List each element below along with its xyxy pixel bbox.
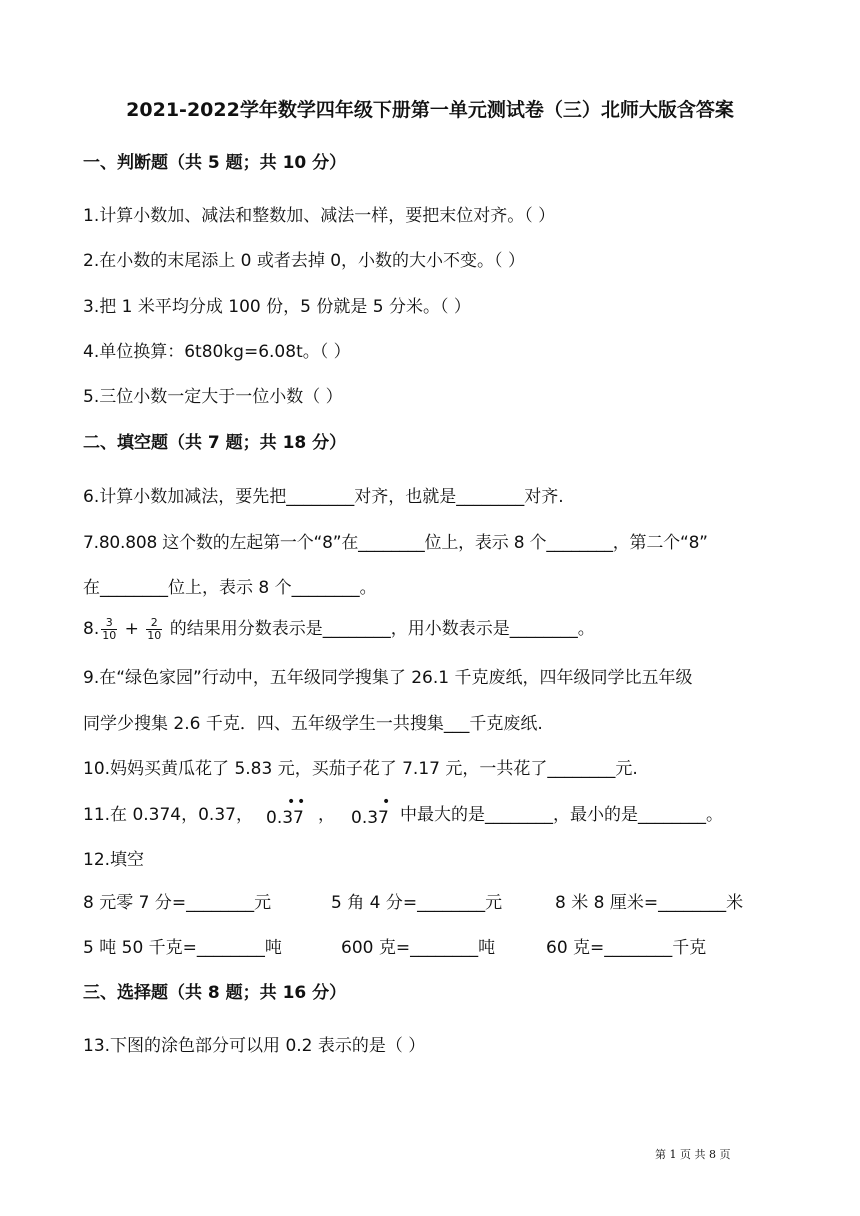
fraction-2-10	[146, 617, 162, 642]
question-12-row-2-item-3: 60 克=________千克	[546, 938, 707, 958]
repeating-decimal-value: 0.37	[266, 808, 304, 828]
fraction-denominator: 10	[147, 628, 162, 642]
question-4: 4.单位换算：6t80kg=6.08t。（ ）	[83, 342, 351, 362]
question-11-comma: ，	[318, 805, 335, 825]
document-title: 2021-2022学年数学四年级下册第一单元测试卷（三）北师大版含答案	[126, 99, 734, 121]
fraction-3-10	[101, 617, 117, 642]
question-12-row-1-item-2: 5 角 4 分=________元	[331, 893, 503, 913]
question-12-row-1-item-1: 8 元零 7 分=________元	[83, 893, 272, 913]
question-11-prefix: 11.在 0.374，0.37，	[83, 805, 253, 825]
question-2: 2.在小数的末尾添上 0 或者去掉 0，小数的大小不变。（ ）	[83, 251, 525, 271]
repeating-decimal-2	[351, 794, 391, 828]
question-7-line-1: 7.80.808 这个数的左起第一个“8”在________位上，表示 8 个________，第二个“8”	[83, 533, 708, 553]
question-13: 13.下图的涂色部分可以用 0.2 表示的是（ ）	[83, 1036, 426, 1056]
repeat-dot: •	[382, 794, 391, 810]
repeat-dot: •	[287, 794, 296, 810]
question-12-row-2-item-2: 600 克=________吨	[341, 938, 496, 958]
question-12: 12.填空	[83, 850, 145, 870]
fraction-numerator: 2	[146, 617, 162, 630]
question-9-line-1: 9.在“绿色家园”行动中，五年级同学搜集了 26.1 千克废纸，四年级同学比五年级	[83, 668, 693, 688]
fraction-numerator: 3	[101, 617, 117, 630]
question-5: 5.三位小数一定大于一位小数（ ）	[83, 387, 343, 407]
question-10: 10.妈妈买黄瓜花了 5.83 元，买茄子花了 7.17 元，一共花了________元.	[83, 759, 638, 779]
question-3: 3.把 1 米平均分成 100 份，5 份就是 5 分米。（ ）	[83, 297, 471, 317]
question-7-line-2: 在________位上，表示 8 个________。	[83, 578, 377, 598]
question-1: 1.计算小数加、减法和整数加、减法一样，要把末位对齐。（ ）	[83, 206, 556, 226]
repeating-decimal-1	[266, 794, 306, 828]
repeat-dot: •	[297, 794, 306, 810]
question-12-row-2-item-1: 5 吨 50 千克=________吨	[83, 938, 282, 958]
question-9-line-2: 同学少搜集 2.6 千克．四、五年级学生一共搜集___千克废纸.	[83, 714, 543, 734]
page-footer: 第 1 页 共 8 页	[655, 1148, 731, 1161]
question-8-text: 的结果用分数表示是________，用小数表示是________。	[169, 619, 595, 639]
plus-sign: +	[124, 619, 139, 639]
section-heading-fill-blank: 二、填空题（共 7 题；共 18 分）	[83, 433, 347, 453]
question-11-text: 中最大的是________，最小的是________。	[400, 805, 723, 825]
section-heading-choice: 三、选择题（共 8 题；共 16 分）	[83, 983, 347, 1003]
repeating-decimal-value: 0.37	[351, 808, 389, 828]
question-6: 6.计算小数加减法，要先把________对齐，也就是________对齐.	[83, 487, 564, 507]
question-8-number: 8.	[83, 619, 100, 639]
section-heading-judgment: 一、判断题（共 5 题；共 10 分）	[83, 153, 347, 173]
question-8	[83, 614, 595, 642]
fraction-denominator: 10	[102, 628, 117, 642]
question-12-row-1-item-3: 8 米 8 厘米=________米	[555, 893, 744, 913]
